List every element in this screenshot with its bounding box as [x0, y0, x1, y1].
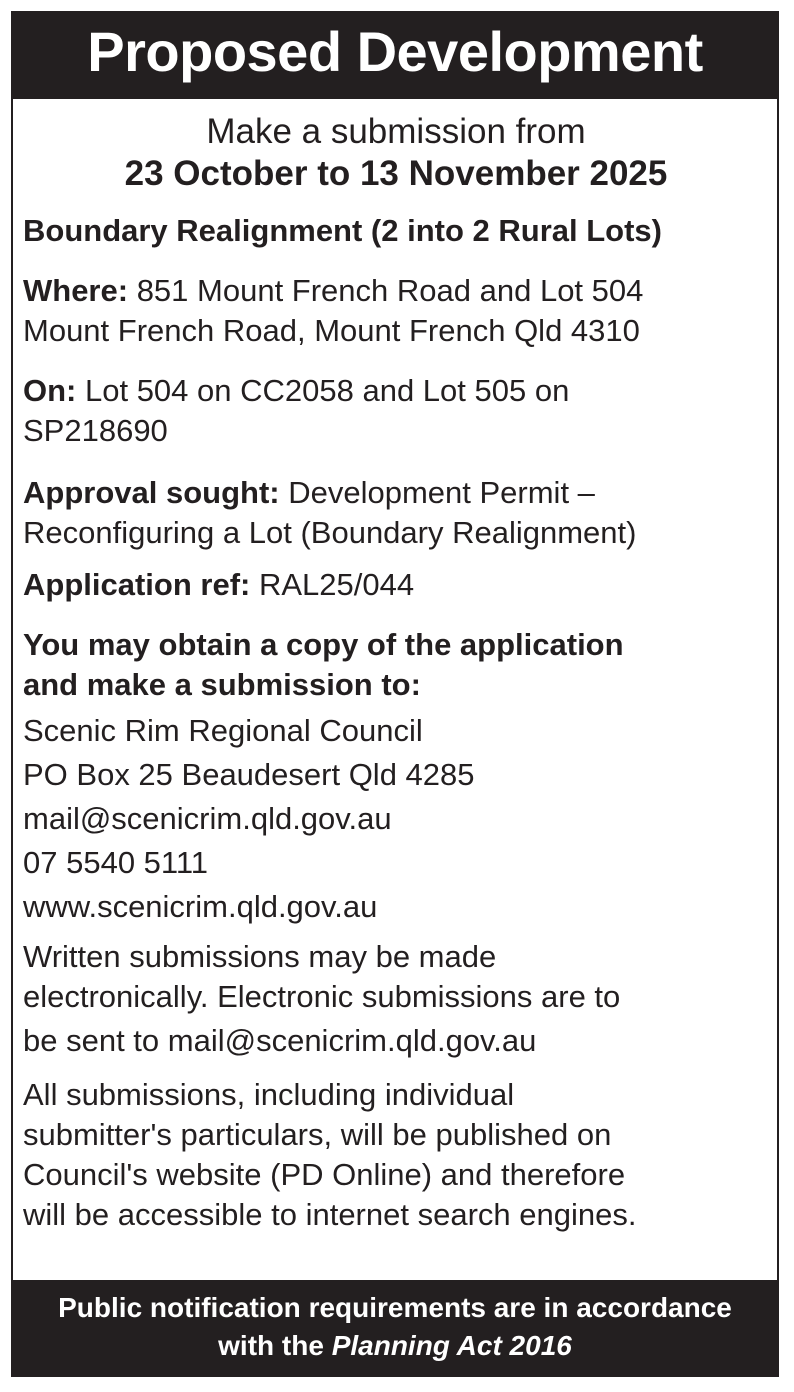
where-line2: Mount French Road, Mount French Qld 4310 — [23, 313, 640, 348]
postal-address: PO Box 25 Beaudesert Qld 4285 — [23, 757, 475, 792]
on-label: On: — [23, 373, 77, 408]
on-line1: Lot 504 on CC2058 and Lot 505 on — [76, 373, 570, 408]
where-label: Where: — [23, 273, 129, 308]
approval-line1: Development Permit – — [279, 475, 595, 510]
footer-line2 — [13, 1327, 777, 1365]
contact-heading-line2: and make a submission to: — [23, 667, 421, 702]
website-link[interactable]: www.scenicrim.qld.gov.au — [23, 889, 378, 924]
planning-act-title: Planning Act 2016 — [331, 1330, 572, 1361]
application-ref-section — [23, 565, 769, 605]
submission-intro: Make a submission from — [206, 112, 586, 151]
notice-footer — [13, 1280, 777, 1375]
notice-body — [23, 111, 769, 1235]
notice-header — [13, 13, 777, 99]
privacy-line1: All submissions, including individual — [23, 1077, 515, 1112]
written-submissions-line2: electronically. Electronic submissions are to — [23, 979, 621, 1014]
written-submissions-note — [23, 937, 769, 1061]
where-line1: 851 Mount French Road and Lot 504 — [128, 273, 644, 308]
written-submissions-line3: be sent to mail@scenicrim.qld.gov.au — [23, 1023, 537, 1058]
phone-number[interactable]: 07 5540 5111 — [23, 845, 209, 880]
contact-heading-line1: You may obtain a copy of the application — [23, 627, 624, 662]
approval-section — [23, 473, 769, 553]
privacy-line2: submitter's particulars, will be published on — [23, 1117, 612, 1152]
footer-line2-prefix: with the — [218, 1330, 332, 1361]
approval-label: Approval sought: — [23, 475, 280, 510]
submission-dates: 23 October to 13 November 2025 — [124, 154, 668, 193]
contact-section — [23, 625, 769, 927]
public-notice — [11, 11, 779, 1377]
council-name: Scenic Rim Regional Council — [23, 713, 423, 748]
written-submissions-line1: Written submissions may be made — [23, 939, 497, 974]
proposal-description: Boundary Realignment (2 into 2 Rural Lots) — [23, 213, 662, 248]
on-line2: SP218690 — [23, 413, 168, 448]
on-section — [23, 371, 769, 451]
where-section — [23, 271, 769, 351]
application-ref-label: Application ref: — [23, 567, 251, 602]
email-address[interactable]: mail@scenicrim.qld.gov.au — [23, 801, 392, 836]
footer-line1: Public notification requirements are in accordance — [58, 1292, 732, 1323]
application-ref-value: RAL25/044 — [250, 567, 415, 602]
notice-title: Proposed Development — [87, 20, 703, 83]
privacy-line4: will be accessible to internet search engines. — [23, 1197, 637, 1232]
approval-line2: Reconfiguring a Lot (Boundary Realignment) — [23, 515, 637, 550]
privacy-line3: Council's website (PD Online) and therefore — [23, 1157, 626, 1192]
privacy-note — [23, 1075, 769, 1235]
